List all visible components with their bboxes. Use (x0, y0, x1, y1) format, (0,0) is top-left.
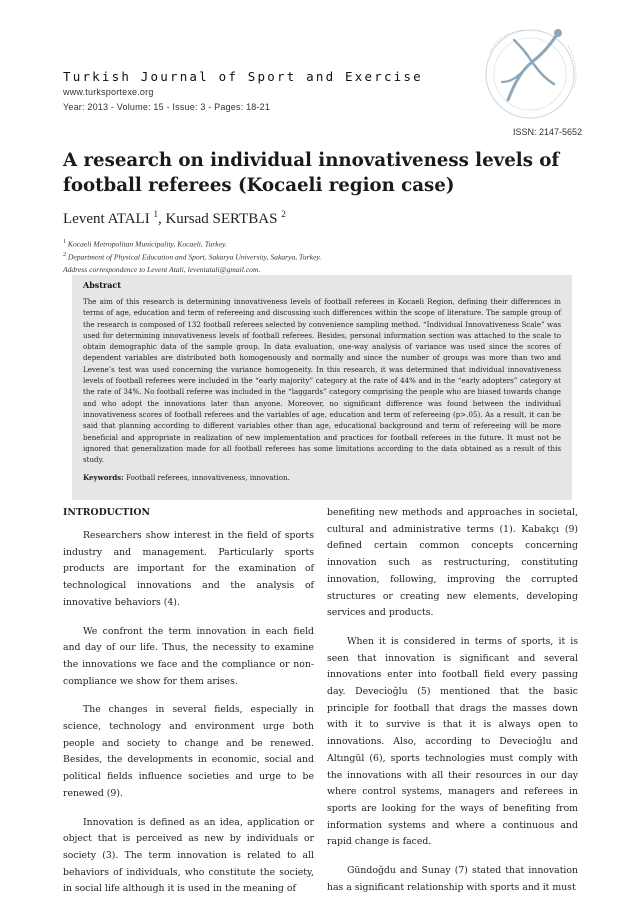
journal-issue-meta: Year: 2013 - Volume: 15 - Issue: 3 - Pages: 18-21 (63, 102, 271, 112)
author-list (63, 209, 286, 228)
correspondence (63, 265, 260, 274)
body-paragraph: Gündoğdu and Sunay (7) stated that innovation has a significant relationship with sports and it must (327, 865, 578, 893)
article-title: A research on individual innovativeness levels of football referees (Kocaeli region case) (63, 150, 560, 196)
keywords-text: Football referees, innovativeness, innovation. (126, 473, 290, 483)
affiliation-1 (63, 239, 227, 249)
body-paragraph: We confront the term innovation in each field and day of our life. Thus, the necessity to examine the innovations we face and the compliance or non-compliance we show for them arises. (63, 625, 314, 687)
correspondence-text: Address correspondence to Levent Atali, leventatali@gmail.com. (63, 265, 261, 274)
journal-url[interactable]: www.turksportexe.org (63, 87, 154, 97)
affiliation-superscript: 1 (63, 239, 66, 245)
body-paragraph: Researchers show interest in the field of sports industry and management. Particularly sports products are important for the examination of technological innovations and the analysis of innovative behaviors (4). (63, 530, 314, 608)
author-superscript: 1 (153, 209, 158, 219)
affiliation-2 (63, 252, 321, 262)
abstract-heading: Abstract (83, 280, 121, 290)
body-column-right (327, 505, 578, 908)
keywords (83, 473, 561, 482)
author-separator: , (157, 211, 166, 227)
affiliation-text: Kocaeli Metropolitan Municipality, Kocaeli, Turkey. (67, 239, 227, 249)
body-column-left (63, 505, 314, 910)
body-paragraph: When it is considered in terms of sports, it is seen that innovation is significant and several innovations enter into football field every passing day. Devecioğlu (5) mentioned that the basic principle for football that drags the masses down with it to survive is that it is always open to innovations. Also, according to Devecioğlu and Altıngül (6), sports technologies must comply with the innovations with all their resources in our day where control systems, managers and referees in sports are looking for the ways of benefiting from information systems and where a continuous and rapid change is faced. (327, 635, 578, 848)
affiliation-text: Department of Physical Education and Sport, Sakarya University, Sakarya, Turkey. (67, 252, 322, 262)
journal-name: Turkish Journal of Sport and Exercise (63, 69, 423, 84)
journal-logo-icon (470, 22, 590, 122)
issn: ISSN: 2147-5652 (513, 127, 583, 137)
author-superscript: 2 (281, 209, 286, 219)
body-paragraph: Innovation is defined as an idea, application or object that is perceived as new by individuals or society (3). The term innovation is related to all behaviors of individuals, who constitute the society, in social life although it is used in the meaning of (63, 816, 314, 895)
body-paragraph: benefiting new methods and approaches in societal, cultural and administrative terms (1). Kabakçı (9) defined certain common concepts concerning innovation such as restructuring, constituting innovation, following, improving the corrupted structures or creating new elements, developing services and products. (327, 507, 578, 619)
abstract-box (72, 275, 572, 500)
author-name: Levent ATALI (63, 211, 150, 227)
author-name: Kursad SERTBAS (165, 211, 278, 227)
section-heading-introduction: INTRODUCTION (63, 507, 151, 518)
affiliation-superscript: 2 (63, 252, 66, 258)
body-paragraph: The changes in several fields, especially in science, technology and environment urge both people and society to change and be renewed. Besides, the developments in economic, social and political fields influence societies and urge to be renewed (9). (63, 704, 314, 799)
keywords-label: Keywords: (83, 473, 124, 483)
abstract-text: The aim of this research is determining innovativeness levels of football referees in Kocaeli Region, defining their differences in terms of age, education and term of refereeing and discussing such differences within the scope of literature. The sample group of the research is composed of 132 football referees selected by convenience sampling method. “Individual Innovativeness Scale” was used for determining innovativeness levels of football referees. Besides, personal information section was attached to the scale to obtain demographic data of the sample group. In data evaluation, one-way analysis of variance was used since the scores of dependent variables are distributed both homogenously and normally and since the number of groups was more than two and Levene’s test was used concerning the variance homogeneity. In this research, it was determined that individual innovativeness levels of football referees were included in the “early majority” category at the rate of 44% and in the “early adopters” category at the rate of 34%. No football referee was included in the “laggards” category comprising the people who are biased towards change and who adopt the innovations later than anyone. Moreover, no significant difference was found between the individual innovativeness scores of football referees and the variables of age, education and term of refereeing (p>.05). As a result, it can be said that planning according to different variables other than age, educational background and term of refereeing will be more beneficial and appropriate in realization of new implementation and practices for football referees in the future. It must not be ignored that generalization made for all football referees has some limitations according to the data obtained as a result of this study. (83, 297, 561, 465)
